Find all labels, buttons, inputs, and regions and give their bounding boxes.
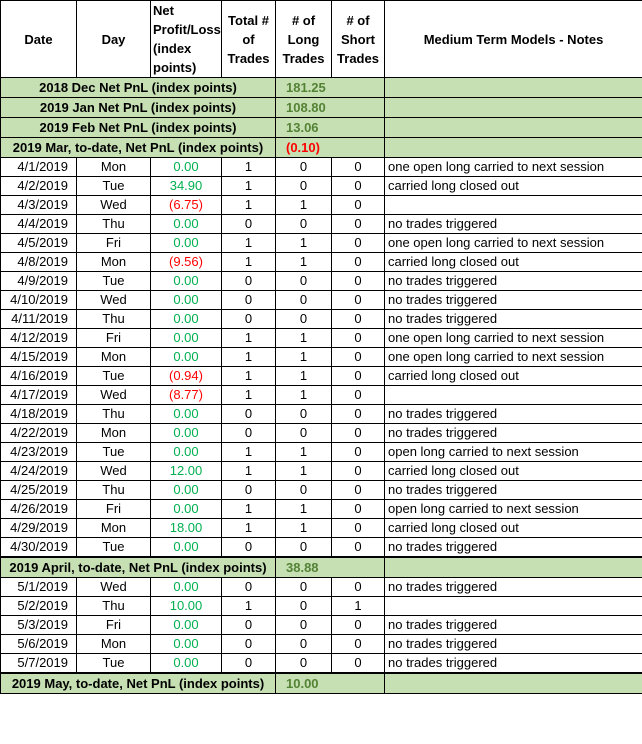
date-cell: 4/17/2019	[1, 386, 77, 405]
header-net-line2: Profit/Loss	[153, 22, 221, 37]
short-trades-cell: 0	[332, 177, 385, 196]
summary-row-may	[1, 673, 642, 694]
total-trades-cell: 1	[222, 462, 276, 481]
long-trades-cell: 0	[276, 310, 332, 329]
short-trades-cell: 0	[332, 405, 385, 424]
table-row	[1, 291, 642, 310]
table-row	[1, 635, 642, 654]
summary-blank	[385, 98, 642, 118]
summary-blank	[385, 557, 642, 578]
short-trades-cell: 0	[332, 481, 385, 500]
long-trades-cell: 1	[276, 462, 332, 481]
date-cell: 5/1/2019	[1, 578, 77, 597]
pnl-cell: 0.00	[151, 158, 222, 177]
notes-cell: no trades triggered	[385, 635, 642, 654]
header-total-line1: Total #	[228, 12, 269, 28]
long-trades-cell: 1	[276, 443, 332, 462]
notes-cell: one open long carried to next session	[385, 329, 642, 348]
date-cell: 4/24/2019	[1, 462, 77, 481]
table-row	[1, 481, 642, 500]
pnl-cell: 0.00	[151, 291, 222, 310]
short-trades-cell: 0	[332, 500, 385, 519]
header-total-line2: of	[242, 31, 255, 47]
table-row	[1, 177, 642, 196]
day-cell: Tue	[77, 654, 151, 674]
summary-blank	[385, 78, 642, 98]
day-cell: Wed	[77, 386, 151, 405]
long-trades-cell: 1	[276, 348, 332, 367]
pnl-cell: 0.00	[151, 348, 222, 367]
long-trades-cell: 1	[276, 196, 332, 215]
short-trades-cell: 0	[332, 538, 385, 558]
notes-cell: no trades triggered	[385, 578, 642, 597]
short-trades-cell: 0	[332, 654, 385, 674]
table-row	[1, 424, 642, 443]
day-cell: Mon	[77, 348, 151, 367]
total-trades-cell: 1	[222, 500, 276, 519]
short-trades-cell: 0	[332, 462, 385, 481]
date-cell: 4/25/2019	[1, 481, 77, 500]
pnl-cell: 0.00	[151, 424, 222, 443]
date-cell: 4/16/2019	[1, 367, 77, 386]
notes-cell: carried long closed out	[385, 519, 642, 538]
notes-cell: no trades triggered	[385, 405, 642, 424]
header-day: Day	[77, 1, 151, 78]
header-net-pnl	[151, 1, 222, 78]
header-short-line1: # of	[346, 12, 370, 28]
long-trades-cell: 0	[276, 635, 332, 654]
notes-cell: no trades triggered	[385, 654, 642, 674]
summary-label: 2018 Dec Net PnL (index points)	[1, 78, 276, 98]
table-row	[1, 462, 642, 481]
summary-value: 13.06	[276, 118, 385, 138]
header-long-trades	[276, 1, 332, 78]
date-cell: 5/3/2019	[1, 616, 77, 635]
day-cell: Tue	[77, 367, 151, 386]
notes-cell: open long carried to next session	[385, 500, 642, 519]
pnl-cell: (0.94)	[151, 367, 222, 386]
summary-value: (0.10)	[276, 138, 385, 158]
day-cell: Wed	[77, 462, 151, 481]
summary-label: 2019 May, to-date, Net PnL (index points)	[1, 673, 276, 694]
table-row	[1, 654, 642, 674]
long-trades-cell: 1	[276, 500, 332, 519]
long-trades-cell: 1	[276, 329, 332, 348]
pnl-cell: (9.56)	[151, 253, 222, 272]
date-cell: 4/12/2019	[1, 329, 77, 348]
notes-cell: one open long carried to next session	[385, 234, 642, 253]
total-trades-cell: 0	[222, 291, 276, 310]
total-trades-cell: 0	[222, 272, 276, 291]
notes-cell: open long carried to next session	[385, 443, 642, 462]
table-row	[1, 500, 642, 519]
date-cell: 4/26/2019	[1, 500, 77, 519]
pnl-cell: 0.00	[151, 500, 222, 519]
header-short-trades	[332, 1, 385, 78]
long-trades-cell: 0	[276, 616, 332, 635]
table-row	[1, 519, 642, 538]
date-cell: 4/3/2019	[1, 196, 77, 215]
day-cell: Mon	[77, 635, 151, 654]
header-net-line3: (index	[153, 41, 192, 56]
long-trades-cell: 0	[276, 215, 332, 234]
date-cell: 5/2/2019	[1, 597, 77, 616]
summary-row-dec	[1, 78, 642, 98]
date-cell: 4/8/2019	[1, 253, 77, 272]
header-short-line2: Short	[341, 31, 375, 47]
pnl-cell: (8.77)	[151, 386, 222, 405]
short-trades-cell: 0	[332, 329, 385, 348]
table-row	[1, 329, 642, 348]
long-trades-cell: 0	[276, 578, 332, 597]
date-cell: 4/4/2019	[1, 215, 77, 234]
notes-cell: no trades triggered	[385, 272, 642, 291]
pnl-cell: 0.00	[151, 443, 222, 462]
total-trades-cell: 0	[222, 215, 276, 234]
table-row	[1, 196, 642, 215]
summary-row-mar	[1, 138, 642, 158]
table-row	[1, 386, 642, 405]
day-cell: Fri	[77, 234, 151, 253]
day-cell: Wed	[77, 196, 151, 215]
long-trades-cell: 1	[276, 519, 332, 538]
notes-cell: carried long closed out	[385, 462, 642, 481]
long-trades-cell: 0	[276, 272, 332, 291]
total-trades-cell: 1	[222, 158, 276, 177]
short-trades-cell: 0	[332, 348, 385, 367]
day-cell: Fri	[77, 500, 151, 519]
date-cell: 4/29/2019	[1, 519, 77, 538]
short-trades-cell: 0	[332, 196, 385, 215]
table-row	[1, 215, 642, 234]
total-trades-cell: 0	[222, 310, 276, 329]
date-cell: 4/18/2019	[1, 405, 77, 424]
short-trades-cell: 0	[332, 424, 385, 443]
pnl-cell: 0.00	[151, 578, 222, 597]
short-trades-cell: 0	[332, 291, 385, 310]
summary-label: 2019 April, to-date, Net PnL (index points)	[1, 557, 276, 578]
date-cell: 4/15/2019	[1, 348, 77, 367]
table-row	[1, 253, 642, 272]
summary-blank	[385, 138, 642, 158]
total-trades-cell: 0	[222, 654, 276, 674]
summary-value: 38.88	[276, 557, 385, 578]
long-trades-cell: 0	[276, 424, 332, 443]
header-long-line1: # of	[291, 12, 316, 28]
pnl-cell: 34.90	[151, 177, 222, 196]
table-row	[1, 367, 642, 386]
header-row	[1, 1, 642, 78]
summary-blank	[385, 673, 642, 694]
notes-cell: one open long carried to next session	[385, 348, 642, 367]
pnl-cell: 0.00	[151, 654, 222, 674]
total-trades-cell: 1	[222, 329, 276, 348]
pnl-cell: 0.00	[151, 635, 222, 654]
notes-cell: one open long carried to next session	[385, 158, 642, 177]
long-trades-cell: 0	[276, 597, 332, 616]
pnl-cell: 0.00	[151, 538, 222, 558]
table-row	[1, 158, 642, 177]
day-cell: Wed	[77, 578, 151, 597]
day-cell: Tue	[77, 538, 151, 558]
summary-label: 2019 Feb Net PnL (index points)	[1, 118, 276, 138]
total-trades-cell: 1	[222, 597, 276, 616]
notes-cell	[385, 597, 642, 616]
date-cell: 4/1/2019	[1, 158, 77, 177]
pnl-cell: 12.00	[151, 462, 222, 481]
short-trades-cell: 0	[332, 519, 385, 538]
total-trades-cell: 1	[222, 367, 276, 386]
total-trades-cell: 1	[222, 386, 276, 405]
pnl-cell: 0.00	[151, 234, 222, 253]
long-trades-cell: 1	[276, 234, 332, 253]
long-trades-cell: 0	[276, 158, 332, 177]
header-notes: Medium Term Models - Notes	[385, 1, 642, 78]
day-cell: Mon	[77, 158, 151, 177]
summary-value: 108.80	[276, 98, 385, 118]
summary-label: 2019 Mar, to-date, Net PnL (index points)	[1, 138, 276, 158]
day-cell: Tue	[77, 443, 151, 462]
notes-cell: no trades triggered	[385, 616, 642, 635]
day-cell: Thu	[77, 405, 151, 424]
summary-row-apr	[1, 557, 642, 578]
short-trades-cell: 0	[332, 386, 385, 405]
total-trades-cell: 1	[222, 177, 276, 196]
day-cell: Wed	[77, 291, 151, 310]
date-cell: 4/9/2019	[1, 272, 77, 291]
day-cell: Thu	[77, 597, 151, 616]
summary-value: 10.00	[276, 673, 385, 694]
date-cell: 4/2/2019	[1, 177, 77, 196]
header-net-line4: points)	[153, 60, 197, 75]
day-cell: Fri	[77, 329, 151, 348]
short-trades-cell: 0	[332, 158, 385, 177]
table-row	[1, 616, 642, 635]
notes-cell: carried long closed out	[385, 177, 642, 196]
notes-cell: no trades triggered	[385, 310, 642, 329]
day-cell: Thu	[77, 481, 151, 500]
day-cell: Mon	[77, 253, 151, 272]
date-cell: 4/10/2019	[1, 291, 77, 310]
long-trades-cell: 1	[276, 367, 332, 386]
total-trades-cell: 1	[222, 253, 276, 272]
short-trades-cell: 0	[332, 310, 385, 329]
short-trades-cell: 0	[332, 272, 385, 291]
summary-row-feb	[1, 118, 642, 138]
total-trades-cell: 1	[222, 519, 276, 538]
day-cell: Tue	[77, 272, 151, 291]
table-row	[1, 578, 642, 597]
table-row	[1, 310, 642, 329]
total-trades-cell: 1	[222, 234, 276, 253]
notes-cell: no trades triggered	[385, 538, 642, 558]
table-row	[1, 234, 642, 253]
pnl-cell: 0.00	[151, 215, 222, 234]
summary-value: 181.25	[276, 78, 385, 98]
total-trades-cell: 1	[222, 348, 276, 367]
notes-cell: carried long closed out	[385, 367, 642, 386]
short-trades-cell: 0	[332, 443, 385, 462]
day-cell: Mon	[77, 519, 151, 538]
long-trades-cell: 1	[276, 386, 332, 405]
date-cell: 4/30/2019	[1, 538, 77, 558]
pnl-cell: 0.00	[151, 405, 222, 424]
total-trades-cell: 0	[222, 635, 276, 654]
header-long-line2: Long	[287, 31, 320, 47]
summary-blank	[385, 118, 642, 138]
summary-label: 2019 Jan Net PnL (index points)	[1, 98, 276, 118]
day-cell: Tue	[77, 177, 151, 196]
date-cell: 4/5/2019	[1, 234, 77, 253]
summary-row-jan	[1, 98, 642, 118]
date-cell: 4/22/2019	[1, 424, 77, 443]
notes-cell: no trades triggered	[385, 215, 642, 234]
long-trades-cell: 1	[276, 253, 332, 272]
header-total-line3: Trades	[227, 50, 270, 66]
total-trades-cell: 0	[222, 538, 276, 558]
day-cell: Thu	[77, 310, 151, 329]
date-cell: 5/7/2019	[1, 654, 77, 674]
pnl-cell: 0.00	[151, 616, 222, 635]
header-net-line1: Net	[153, 3, 174, 18]
total-trades-cell: 0	[222, 405, 276, 424]
header-short-line3: Trades	[337, 50, 379, 66]
long-trades-cell: 0	[276, 481, 332, 500]
total-trades-cell: 0	[222, 578, 276, 597]
header-total-trades	[222, 1, 276, 78]
pnl-cell: (6.75)	[151, 196, 222, 215]
date-cell: 5/6/2019	[1, 635, 77, 654]
short-trades-cell: 0	[332, 367, 385, 386]
long-trades-cell: 0	[276, 291, 332, 310]
day-cell: Thu	[77, 215, 151, 234]
short-trades-cell: 0	[332, 578, 385, 597]
notes-cell: no trades triggered	[385, 424, 642, 443]
short-trades-cell: 0	[332, 253, 385, 272]
pnl-cell: 0.00	[151, 272, 222, 291]
short-trades-cell: 1	[332, 597, 385, 616]
total-trades-cell: 0	[222, 424, 276, 443]
notes-cell	[385, 196, 642, 215]
pnl-cell: 10.00	[151, 597, 222, 616]
day-cell: Mon	[77, 424, 151, 443]
date-cell: 4/11/2019	[1, 310, 77, 329]
table-row	[1, 597, 642, 616]
pnl-cell: 0.00	[151, 481, 222, 500]
short-trades-cell: 0	[332, 635, 385, 654]
table-row	[1, 272, 642, 291]
date-cell: 4/23/2019	[1, 443, 77, 462]
notes-cell: carried long closed out	[385, 253, 642, 272]
long-trades-cell: 0	[276, 538, 332, 558]
table-row	[1, 443, 642, 462]
table-row	[1, 538, 642, 558]
header-date: Date	[1, 1, 77, 78]
long-trades-cell: 0	[276, 177, 332, 196]
total-trades-cell: 1	[222, 196, 276, 215]
table-row	[1, 405, 642, 424]
pnl-cell: 18.00	[151, 519, 222, 538]
table-row	[1, 348, 642, 367]
pnl-cell: 0.00	[151, 310, 222, 329]
header-long-line3: Trades	[282, 50, 325, 66]
long-trades-cell: 0	[276, 405, 332, 424]
short-trades-cell: 0	[332, 215, 385, 234]
day-cell: Fri	[77, 616, 151, 635]
pnl-cell: 0.00	[151, 329, 222, 348]
short-trades-cell: 0	[332, 234, 385, 253]
notes-cell	[385, 386, 642, 405]
total-trades-cell: 0	[222, 616, 276, 635]
short-trades-cell: 0	[332, 616, 385, 635]
notes-cell: no trades triggered	[385, 291, 642, 310]
long-trades-cell: 0	[276, 654, 332, 674]
notes-cell: no trades triggered	[385, 481, 642, 500]
total-trades-cell: 1	[222, 443, 276, 462]
total-trades-cell: 0	[222, 481, 276, 500]
